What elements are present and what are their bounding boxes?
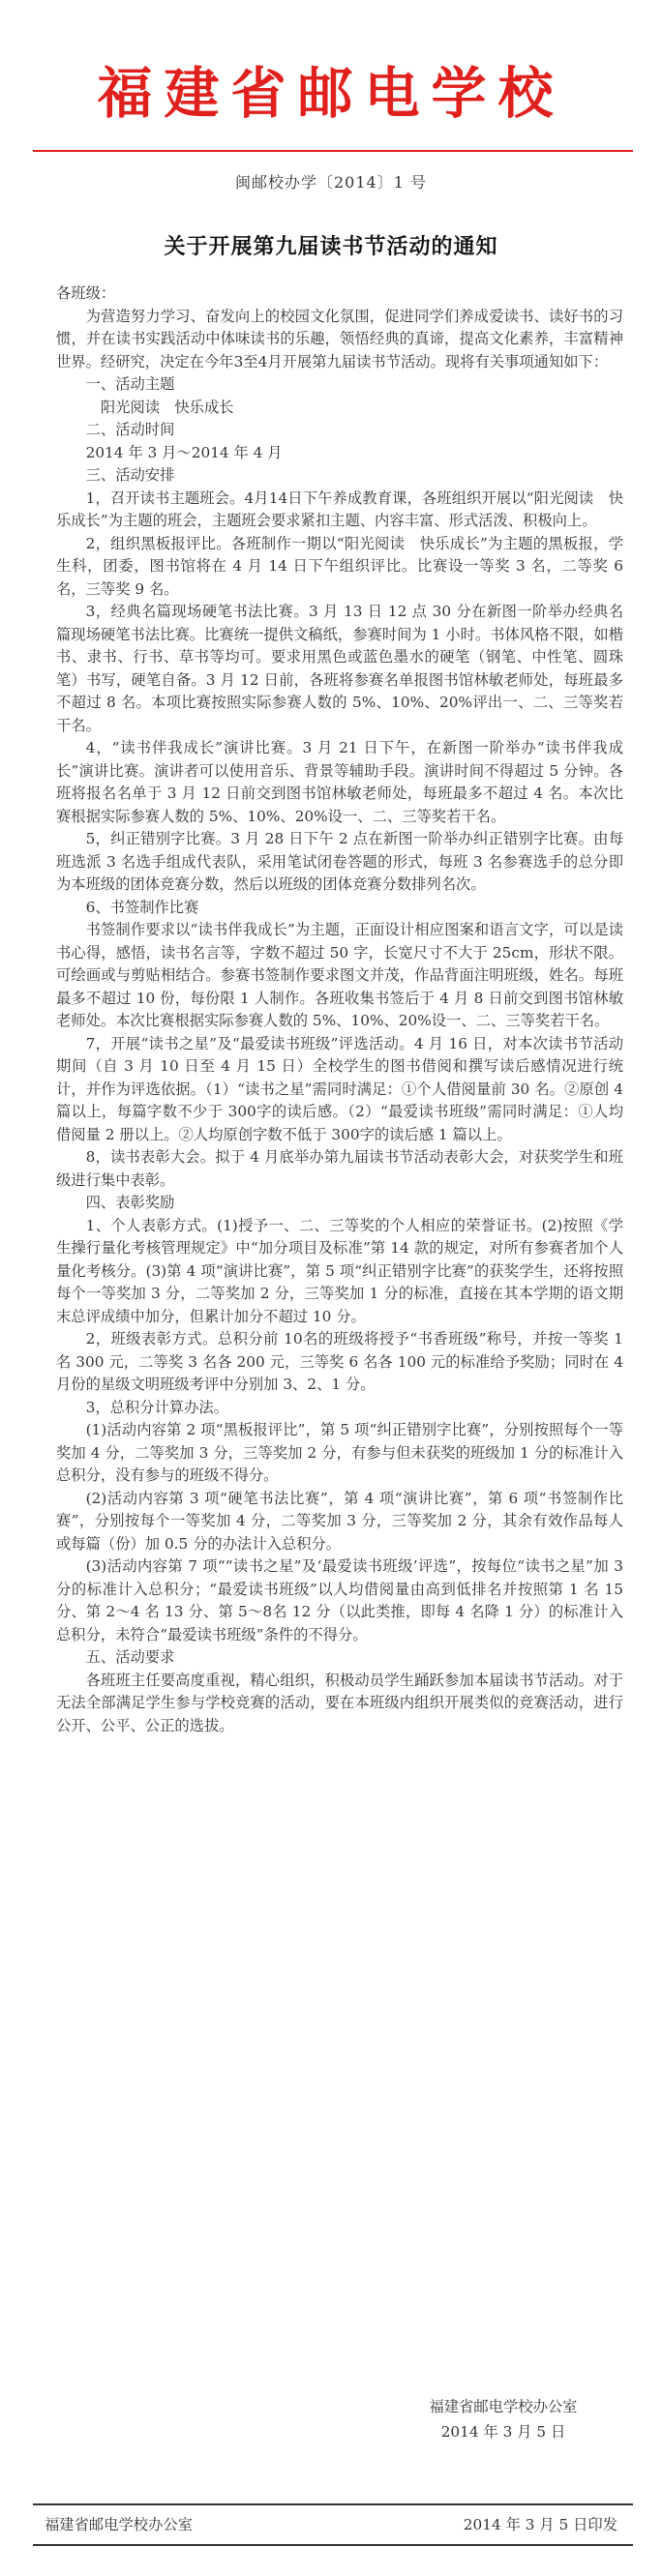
document-number: 闽邮校办学〔2014〕1 号 bbox=[235, 173, 427, 192]
section-3-item-6-body: 书签制作要求以“读书伴我成长”为主题，正面设计相应图案和语言文字，可以是读书心得，感悟，读书名言等，字数不超过 50 字，长宽尺寸不大于 25cm，形状不限。可绘画或与剪贴相结合。参赛书签制作要求图文并茂，作品背面注明班级，姓名。每班最多不超过 10 份，每份限 1 人制作。各班收集书签后于 4 月 8 日前交到图书馆林敏老师处。本次比赛根据实际参赛人数的 5%、10%、20%设一、二、三等奖若干名。 bbox=[56, 921, 623, 1029]
section-2-body: 2014 年 3 月～2014 年 4 月 bbox=[85, 443, 283, 461]
notice-title: 关于开展第九届读书节活动的通知 bbox=[164, 234, 498, 259]
org-header-title: 福建省邮电学校 bbox=[97, 62, 565, 126]
signature-org: 福建省邮电学校办公室 bbox=[429, 2398, 578, 2415]
footer-bottom-rule bbox=[33, 2544, 633, 2546]
section-4-item-3: 3，总积分计算办法。 bbox=[85, 1398, 228, 1416]
section-3-item-1: 1，召开读书主题班会。4月14日下午养成教育课，各班组织开展以“阳光阅读 快乐成长”为主题的班会，主题班会要求紧扣主题、内容丰富、形式活泼、积极向上。 bbox=[56, 489, 623, 529]
section-5-body: 各班班主任要高度重视，精心组织，积极动员学生踊跃参加本届读书节活动。对于无法全部满足学生参与学校竞赛的活动，要在本班级内组织开展类似的竞赛活动，进行公开、公平、公正的选拔。 bbox=[56, 1671, 623, 1734]
salutation: 各班级： bbox=[56, 284, 116, 302]
section-3-item-5: 5，纠正错别字比赛。3 月 28 日下午 2 点在新图一阶举办纠正错别字比赛。由每班选派 3 名选手组成代表队，采用笔试闭卷答题的形式，每班 3 名参赛选手的总分即为本班级的团体竞赛分数，然后以班级的团体竞赛分数排列名次。 bbox=[56, 830, 623, 893]
footer-top-rule bbox=[33, 2503, 633, 2505]
section-4-item-1: 1、个人表彰方式。(1)授予一、二、三等奖的个人相应的荣誉证书。(2)按照《学生操行量化考核管理规定》中“加分项目及标准”第 14 款的规定，对所有参赛者加个人量化考核分。(3)第 4 项“演讲比赛”，第 5 项“纠正错别字比赛”的获奖学生，还将按照每个一等奖加 3 分，二等奖加 2 分，三等奖加 1 分的标准，直接在其本学期的语文期末总评成绩中加分，但累计加分不超过 10 分。 bbox=[56, 1216, 623, 1325]
footer-issuing-office: 福建省邮电学校办公室 bbox=[45, 2516, 193, 2533]
section-4-title: 四、表彰奖励 bbox=[85, 1194, 175, 1211]
section-3-item-3: 3，经典名篇现场硬笔书法比赛。3 月 13 日 12 点 30 分在新图一阶举办经典名篇现场硬笔书法比赛。比赛统一提供文稿纸，参赛时间为 1 小时。书体风格不限，如楷书、隶书、行书、草书等均可。要求用黑色或蓝色墨水的硬笔（钢笔、中性笔、圆珠笔）书写，硬笔自备。3 月 12 日前，各班将参赛名单报图书馆林敏老师处，每班最多不超过 8 名。本项比赛按照实际参赛人数的 5%、10%、20%评出一、二、三等奖若干名。 bbox=[56, 603, 623, 734]
section-3-item-2: 2，组织黑板报评比。各班制作一期以“阳光阅读 快乐成长”为主题的黑板报，学生科，团委，图书馆将在 4 月 14 日下午组织评比。比赛设一等奖 3 名，二等奖 6 名，三等奖 9 名。 bbox=[56, 534, 623, 598]
footer-print-date: 2014 年 3 月 5 日印发 bbox=[463, 2516, 617, 2533]
section-3-title: 三、活动安排 bbox=[85, 466, 175, 484]
section-4-item-3-2: (2)活动内容第 3 项“硬笔书法比赛”，第 4 项“演讲比赛”，第 6 项“书签制作比赛”，分别按每个一等奖加 4 分，二等奖加 3 分，三等奖加 2 分，其余有效作品每人或每篇（份）加 0.5 分的办法计入总积分。 bbox=[56, 1489, 623, 1553]
section-3-item-8: 8，读书表彰大会。拟于 4 月底举办第九届读书节活动表彰大会，对获奖学生和班级进行集中表彰。 bbox=[56, 1148, 623, 1189]
section-5-title: 五、活动要求 bbox=[85, 1648, 175, 1666]
section-1-title: 一、活动主题 bbox=[85, 375, 175, 393]
section-4-item-3-3: (3)活动内容第 7 项““读书之星”及‘最爱读书班级’评选”，按每位“读书之星”加 3 分的标准计入总积分；“最爱读书班级”以人均借阅量由高到低排名并按照第 1 名 15 分、第 2～4 名 13 分、第 5～8名 12 分（以此类推，即每 4 名降 1 分）的标准计入总积分，未符合“最爱读书班级”条件的不得分。 bbox=[56, 1557, 623, 1643]
header-red-rule bbox=[33, 150, 633, 152]
section-3-item-7: 7，开展“读书之星”及“最爱读书班级”评选活动。4 月 16 日，对本次读书节活动期间（自 3 月 10 日至 4 月 15 日）全校学生的图书借阅和撰写读后感情况进行统计，并作为评选依据。（1）“读书之星”需同时满足：①个人借阅量前 30 名。②原创 4 篇以上，每篇字数不少于 300字的读后感。（2）“最爱读书班级”需同时满足：①人均借阅量 2 册以上。②人均原创字数不低于 300字的读后感 1 篇以上。 bbox=[56, 1034, 623, 1143]
intro-paragraph: 为营造努力学习、奋发向上的校园文化氛围，促进同学们养成爱读书、读好书的习惯，并在读书实践活动中体味读书的乐趣，领悟经典的真谛，提高文化素养，丰富精神世界。经研究，决定在今年3至4月开展第九届读书节活动。现将有关事项通知如下： bbox=[56, 307, 623, 370]
section-1-body: 阳光阅读 快乐成长 bbox=[100, 398, 234, 416]
signature-block bbox=[387, 2394, 619, 2444]
section-3-item-4: 4，“读书伴我成长”演讲比赛。3 月 21 日下午，在新图一阶举办“读书伴我成长”演讲比赛。演讲者可以使用音乐、背景等辅助手段。演讲时间不得超过 5 分钟。各班将报名名单于 3 月 12 日前交到图书馆林敏老师处，每班最多不超过 4 名。本次比赛根据实际参赛人数的 5%、10%、20%设一、二、三等奖若干名。 bbox=[56, 739, 623, 825]
section-3-item-6-title: 6、书签制作比赛 bbox=[85, 898, 199, 916]
signature-date: 2014 年 3 月 5 日 bbox=[440, 2423, 566, 2441]
section-4-item-3-1: (1)活动内容第 2 项“黑板报评比”，第 5 项“纠正错别字比赛”，分别按照每个一等奖加 4 分，二等奖加 3 分，三等奖加 2 分，有参与但未获奖的班级加 1 分的标准计入总积分，没有参与的班级不得分。 bbox=[56, 1421, 623, 1484]
notice-body bbox=[56, 282, 623, 1737]
section-2-title: 二、活动时间 bbox=[85, 421, 175, 438]
section-4-item-2: 2，班级表彰方式。总积分前 10名的班级将授予“书香班级”称号，并按一等奖 1 名 300 元，二等奖 3 名各 200 元，三等奖 6 名各 100 元的标准给予奖励；同时在 4 月份的星级文明班级考评中分别加 3、2、1 分。 bbox=[56, 1330, 623, 1393]
